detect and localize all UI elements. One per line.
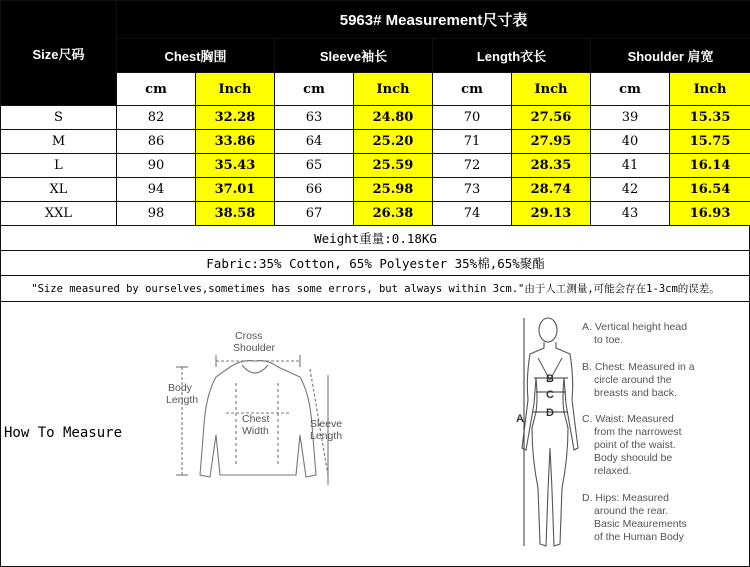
chest-width-label-1: Chest [242,413,270,425]
sleeve-cm: 65 [275,154,354,178]
marker-c: C [546,389,554,401]
chest-width-label-2: Width [242,425,269,437]
note-c-line-2: from the narrowest [594,426,682,438]
note-d-line-4: of the Human Body [594,531,684,543]
sleeve-header: Sleeve袖长 [275,39,433,73]
unit-cm: cm [591,73,670,106]
shoulder-cm: 43 [591,202,670,226]
body-length-label-1: Body [168,382,192,394]
size-cell: L [1,154,117,178]
unit-inch: Inch [354,73,433,106]
cross-shoulder-label-2: Shoulder [233,342,276,354]
sleeve-inch: 25.98 [354,178,433,202]
shoulder-cm: 42 [591,178,670,202]
size-cell: S [1,106,117,130]
chest-inch: 32.28 [196,106,275,130]
length-inch: 28.74 [512,178,591,202]
size-cell: XL [1,178,117,202]
chest-cm: 90 [117,154,196,178]
sleeve-cm: 63 [275,106,354,130]
chest-inch: 37.01 [196,178,275,202]
unit-cm: cm [117,73,196,106]
table-title: 5963# Measurement尺寸表 [117,1,750,39]
title-row [1,1,750,39]
human-figure [522,318,578,546]
body-length-label-2: Length [166,394,199,406]
note-c-line-3: point of the waist. [594,439,676,451]
length-inch: 27.95 [512,130,591,154]
sleeve-length-label-2: Length [310,430,343,442]
note-a-line-2: to toe. [594,334,624,346]
weight-row [1,226,750,251]
body-diagram [510,308,740,558]
chest-header: Chest胸围 [117,39,275,73]
table-row [1,178,750,202]
table-row [1,202,750,226]
cross-shoulder-label-1: Cross [235,330,263,342]
marker-d: D [546,407,554,419]
shoulder-inch: 16.54 [670,178,750,202]
sleeve-cm: 66 [275,178,354,202]
chest-cm: 82 [117,106,196,130]
sleeve-inch: 25.59 [354,154,433,178]
how-to-measure-label: How To Measure [4,425,123,441]
shoulder-inch: 15.35 [670,106,750,130]
shirt-collar [242,365,268,373]
note-c-line-5: relaxed. [594,465,632,477]
shoulder-header: Shoulder 肩宽 [591,39,750,73]
unit-inch: Inch [670,73,750,106]
sleeve-cm: 67 [275,202,354,226]
chest-cm: 94 [117,178,196,202]
shoulder-cm: 39 [591,106,670,130]
note-d-line-2: around the rear. [594,505,669,517]
size-header: Size尺码 [32,46,85,62]
length-cm: 72 [433,154,512,178]
body-notes [582,321,695,543]
chest-inch: 33.86 [196,130,275,154]
table-row [1,106,750,130]
marker-a: A [516,413,524,425]
shoulder-inch: 16.93 [670,202,750,226]
note-row [1,276,750,302]
chest-cm: 86 [117,130,196,154]
shoulder-cm: 40 [591,130,670,154]
note-b-line-2: circle around the [594,374,672,386]
marker-b: B [546,373,554,385]
chest-inch: 35.43 [196,154,275,178]
fabric-text: Fabric:35% Cotton, 65% Polyester 35%棉,65%聚酯 [1,251,750,276]
note-d-line-3: Basic Meaurements [594,518,687,530]
length-inch: 28.35 [512,154,591,178]
size-header-cell [1,1,117,106]
note-b-line-1: B. Chest: Measured in a [582,361,695,373]
note-c-line-4: Body shoould be [594,452,673,464]
unit-cm: cm [275,73,354,106]
note-c-line-1: C. Waist: Measured [582,413,674,425]
shoulder-cm: 41 [591,154,670,178]
unit-inch: Inch [512,73,591,106]
note-d-line-1: D. Hips: Measured [582,492,669,504]
table-row [1,154,750,178]
length-header: Length衣长 [433,39,591,73]
length-inch: 27.56 [512,106,591,130]
weight-text: Weight重量:0.18KG [1,226,750,251]
sleeve-inch: 26.38 [354,202,433,226]
size-cell: M [1,130,117,154]
shoulder-inch: 15.75 [670,130,750,154]
length-inch: 29.13 [512,202,591,226]
unit-inch: Inch [196,73,275,106]
shoulder-inch: 16.14 [670,154,750,178]
sleeve-inch: 24.80 [354,106,433,130]
length-cm: 71 [433,130,512,154]
size-cell: XXL [1,202,117,226]
shirt-diagram [160,325,360,495]
fabric-row [1,251,750,276]
sleeve-inch: 25.20 [354,130,433,154]
table-row [1,130,750,154]
chest-cm: 98 [117,202,196,226]
length-cm: 70 [433,106,512,130]
sleeve-length-label-1: Sleeve [310,418,343,430]
note-b-line-3: breasts and back. [594,387,677,399]
length-cm: 74 [433,202,512,226]
note-text: "Size measured by ourselves,sometimes has some errors, but always within 3cm."由于人工测量,可能会存在1-3cm的误差。 [1,276,750,302]
sleeve-cm: 64 [275,130,354,154]
note-a-line-1: A. Vertical height head [582,321,688,333]
unit-cm: cm [433,73,512,106]
length-cm: 73 [433,178,512,202]
chest-inch: 38.58 [196,202,275,226]
